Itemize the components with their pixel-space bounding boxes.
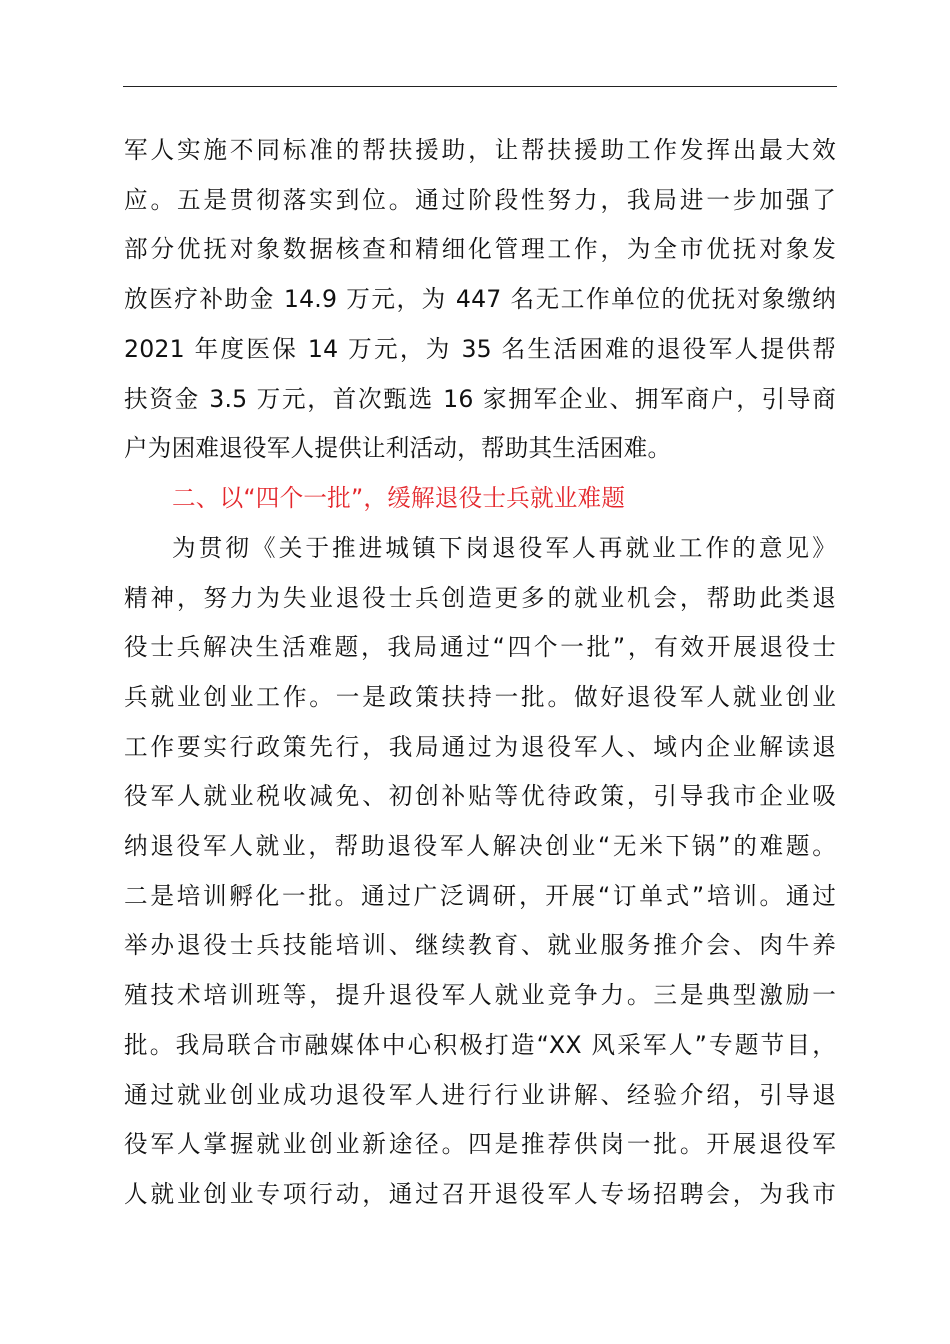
paragraph-2-line-10: 殖技术培训班等，提升退役军人就业竞争力。三是典型激励一 [124,981,836,1009]
paragraph-2-line-1: 为贯彻《关于推进城镇下岗退役军人再就业工作的意见》 [172,534,836,562]
header-rule [123,86,837,87]
paragraph-2-line-11: 批。我局联合市融媒体中心积极打造“XX 风采军人”专题节目， [124,1031,836,1059]
paragraph-1-line-3: 部分优抚对象数据核查和精细化管理工作，为全市优抚对象发 [124,235,836,263]
paragraph-2-line-8: 二是培训孵化一批。通过广泛调研，开展“订单式”培训。通过 [124,882,836,910]
paragraph-1-line-4: 放医疗补助金 14.9 万元，为 447 名无工作单位的优抚对象缴纳 [124,285,836,313]
paragraph-2-line-6: 役军人就业税收减免、初创补贴等优待政策，引导我市企业吸 [124,782,836,810]
paragraph-1-line-7: 户为困难退役军人提供让利活动，帮助其生活困难。 [124,434,672,462]
paragraph-2-line-14: 人就业创业专项行动，通过召开退役军人专场招聘会，为我市 [124,1180,836,1208]
paragraph-2-line-2: 精神，努力为失业退役士兵创造更多的就业机会，帮助此类退 [124,584,836,612]
paragraph-1-line-5: 2021 年度医保 14 万元，为 35 名生活困难的退役军人提供帮 [124,335,836,363]
paragraph-2-line-7: 纳退役军人就业，帮助退役军人解决创业“无米下锅”的难题。 [124,832,836,860]
paragraph-2-line-12: 通过就业创业成功退役军人进行行业讲解、经验介绍，引导退 [124,1081,836,1109]
paragraph-2-line-9: 举办退役士兵技能培训、继续教育、就业服务推介会、肉牛养 [124,931,836,959]
paragraph-1-line-1: 军人实施不同标准的帮扶援助，让帮扶援助工作发挥出最大效 [124,136,836,164]
paragraph-2-line-3: 役士兵解决生活难题，我局通过“四个一批”，有效开展退役士 [124,633,836,661]
paragraph-2-line-4: 兵就业创业工作。一是政策扶持一批。做好退役军人就业创业 [124,683,836,711]
section-heading: 二、以“四个一批”，缓解退役士兵就业难题 [172,484,626,512]
paragraph-2-line-5: 工作要实行政策先行，我局通过为退役军人、域内企业解读退 [124,733,836,761]
paragraph-1-line-2: 应。五是贯彻落实到位。通过阶段性努力，我局进一步加强了 [124,186,836,214]
paragraph-1-line-6: 扶资金 3.5 万元，首次甄选 16 家拥军企业、拥军商户，引导商 [124,385,836,413]
paragraph-2-line-13: 役军人掌握就业创业新途径。四是推荐供岗一批。开展退役军 [124,1130,836,1158]
